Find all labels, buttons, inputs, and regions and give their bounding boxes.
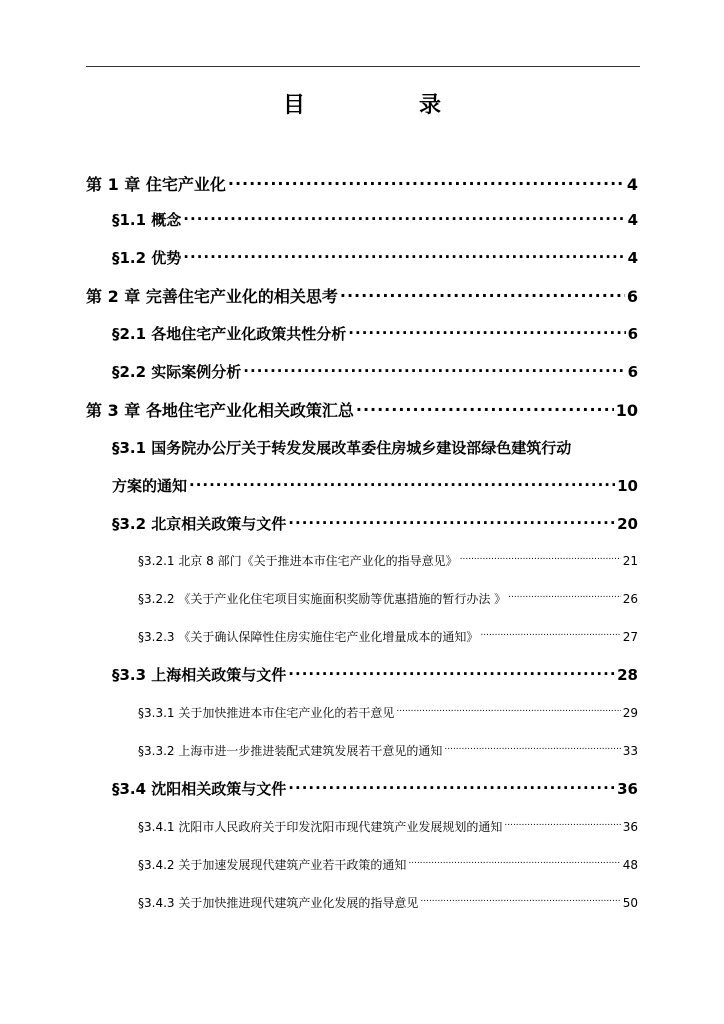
toc-entry-3-4-2[interactable]	[138, 857, 638, 873]
page-title: 目 录	[282, 93, 487, 118]
toc-entry-label: §2.2 实际案例分析	[112, 363, 242, 381]
toc-entry-3-4[interactable]	[112, 779, 638, 799]
toc-entry-3-1[interactable]	[112, 476, 638, 496]
toc-entry-page: 28	[617, 666, 638, 684]
dot-leader	[183, 248, 625, 263]
toc-entry-3-4-3[interactable]	[138, 895, 638, 911]
toc-entry-2-1[interactable]	[112, 324, 638, 344]
toc-entry-label: 第 3 章 各地住宅产业化相关政策汇总	[86, 401, 354, 420]
toc-entry-chapter-1[interactable]	[86, 174, 638, 195]
dot-leader	[420, 895, 620, 907]
toc-entry-page: 29	[622, 706, 638, 720]
dot-leader	[189, 476, 615, 491]
dot-leader	[288, 779, 615, 794]
toc-entry-label: §3.3.2 上海市进一步推进装配式建筑发展若干意见的通知	[138, 744, 443, 758]
dot-leader	[228, 174, 625, 190]
toc-entry-page: 4	[627, 249, 638, 267]
toc-entry-page: 26	[622, 592, 638, 606]
toc-entry-3-3[interactable]	[112, 665, 638, 685]
toc-entry-page: 4	[626, 175, 638, 194]
toc-entry-label: 第 1 章 住宅产业化	[86, 175, 226, 194]
toc-entry-3-3-2[interactable]	[138, 743, 638, 759]
toc-entry-label: §2.1 各地住宅产业化政策共性分析	[112, 325, 347, 343]
toc-entry-page: 48	[622, 858, 638, 872]
toc-entry-label: §3.4.2 关于加速发展现代建筑产业若干政策的通知	[138, 858, 407, 872]
toc-entry-3-2-1[interactable]	[138, 553, 638, 569]
dot-leader	[243, 362, 625, 377]
toc-entry-1-2[interactable]	[112, 248, 638, 268]
toc-entry-label: §1.1 概念	[112, 211, 182, 229]
dot-leader	[444, 743, 620, 755]
toc-entry-label: §3.4.1 沈阳市人民政府关于印发沈阳市现代建筑产业发展规划的通知	[138, 820, 503, 834]
dot-leader	[408, 857, 620, 869]
toc-entry-label: §1.2 优势	[112, 249, 182, 267]
dot-leader	[288, 665, 615, 680]
dot-leader	[288, 514, 615, 529]
toc-entry-page: 21	[622, 554, 638, 568]
toc-entry-page: 4	[627, 211, 638, 229]
toc-entry-page: 50	[622, 896, 638, 910]
toc-entry-3-3-1[interactable]	[138, 705, 638, 721]
toc-entry-2-2[interactable]	[112, 362, 638, 382]
dot-leader	[348, 324, 625, 339]
dot-leader	[508, 591, 621, 603]
toc-entry-page: 10	[617, 477, 638, 495]
toc-entry-1-1[interactable]	[112, 210, 638, 230]
toc-entry-label: §3.4.3 关于加快推进现代建筑产业化发展的指导意见	[138, 896, 419, 910]
toc-entry-page: 36	[617, 780, 638, 798]
dot-leader	[356, 400, 614, 416]
toc-entry-label: §3.2.3 《关于确认保障性住房实施住宅产业化增量成本的通知》	[138, 630, 479, 644]
toc-entry-3-2[interactable]	[112, 514, 638, 534]
toc-entry-label: 第 2 章 完善住宅产业化的相关思考	[86, 287, 338, 306]
toc-entry-page: 6	[627, 325, 638, 343]
toc-entry-chapter-3[interactable]	[86, 400, 638, 421]
dot-leader	[460, 553, 621, 565]
dot-leader	[396, 705, 620, 717]
toc-entry-page: 6	[627, 363, 638, 381]
toc-entry-label: §3.3.1 关于加快推进本市住宅产业化的若干意见	[138, 706, 395, 720]
dot-leader	[183, 210, 625, 225]
toc-entry-page: 6	[626, 287, 638, 306]
toc-entry-page: 20	[617, 515, 638, 533]
toc-entry-page: 10	[615, 401, 638, 420]
toc-entry-label: §3.4 沈阳相关政策与文件	[112, 780, 287, 798]
dot-leader	[340, 286, 625, 302]
toc-entry-3-2-2[interactable]	[138, 591, 638, 607]
toc-entry-label: §3.2 北京相关政策与文件	[112, 515, 287, 533]
toc-entry-label: §3.2.2 《关于产业化住宅项目实施面积奖励等优惠措施的暂行办法 》	[138, 592, 507, 606]
toc-entry-page: 27	[622, 630, 638, 644]
toc-entry-label: §3.2.1 北京 8 部门《关于推进本市住宅产业化的指导意见》	[138, 554, 458, 568]
toc-entry-label: 方案的通知	[112, 477, 188, 495]
toc-entry-page: 36	[622, 820, 638, 834]
toc-entry-chapter-2[interactable]	[86, 286, 638, 307]
dot-leader	[504, 819, 620, 831]
toc-entry-page: 33	[622, 744, 638, 758]
dot-leader	[480, 629, 620, 641]
toc-entry-3-2-3[interactable]	[138, 629, 638, 645]
toc-entry-3-4-1[interactable]	[138, 819, 638, 835]
toc-entry-label: §3.3 上海相关政策与文件	[112, 666, 287, 684]
toc-entry-3-1-line-1[interactable]: §3.1 国务院办公厅关于转发发展改革委住房城乡建设部绿色建筑行动	[112, 439, 572, 457]
